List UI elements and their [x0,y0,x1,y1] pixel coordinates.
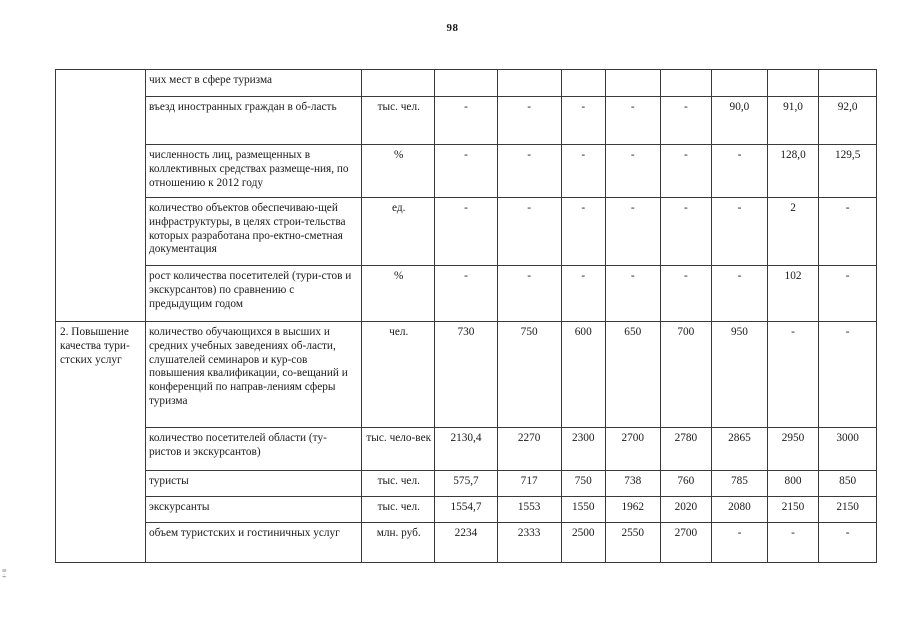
value-cell: 800 [767,471,819,497]
value-cell [660,70,712,97]
value-cell [767,70,819,97]
value-cell: - [605,145,660,198]
value-cell: 2150 [767,497,819,523]
value-cell: 785 [712,471,768,497]
value-cell: - [435,266,498,322]
value-cell [561,70,605,97]
value-cell: 2950 [767,428,819,471]
unit-cell: млн. руб. [362,523,435,563]
value-cell [497,70,561,97]
value-cell: - [605,266,660,322]
value-cell: - [435,145,498,198]
value-cell [435,70,498,97]
unit-cell: % [362,266,435,322]
value-cell: - [819,266,877,322]
indicator-cell: количество обучающихся в высших и средних учебных заведениях об-ласти, слушателей семинаров и кур-сов повышения квалификации, со-вещаний и конференций по направ-лениям сферы туризма [145,322,361,428]
value-cell: - [435,198,498,266]
indicator-cell: экскурсанты [145,497,361,523]
value-cell: - [660,145,712,198]
value-cell: 2700 [660,523,712,563]
value-cell: - [497,145,561,198]
value-cell: - [497,97,561,145]
value-cell: 2333 [497,523,561,563]
value-cell: 2020 [660,497,712,523]
unit-cell: ед. [362,198,435,266]
value-cell: 128,0 [767,145,819,198]
value-cell: 950 [712,322,768,428]
value-cell: 2300 [561,428,605,471]
page-number: 98 [446,22,459,34]
value-cell: 738 [605,471,660,497]
table-row [56,497,877,523]
value-cell: 3000 [819,428,877,471]
value-cell: 760 [660,471,712,497]
value-cell: 730 [435,322,498,428]
value-cell: - [712,523,768,563]
value-cell: - [660,198,712,266]
value-cell: - [819,523,877,563]
group-cell: 2. Повышение качества тури-стских услуг [56,322,146,563]
table-body [56,70,877,563]
indicator-cell: количество объектов обеспечиваю-щей инфраструктуры, в целях строи-тельства которых разработана про-ектно-сметная документация [145,198,361,266]
value-cell: 2 [767,198,819,266]
value-cell: 2700 [605,428,660,471]
table-row [56,428,877,471]
value-cell: 1962 [605,497,660,523]
value-cell: 2080 [712,497,768,523]
value-cell: - [819,198,877,266]
value-cell: 2500 [561,523,605,563]
value-cell: 850 [819,471,877,497]
unit-cell: чел. [362,322,435,428]
unit-cell: тыс. чел. [362,97,435,145]
value-cell: 650 [605,322,660,428]
table-row [56,266,877,322]
value-cell: - [712,266,768,322]
indicator-cell: объем туристских и гостиничных услуг [145,523,361,563]
table-row [56,198,877,266]
value-cell: - [712,145,768,198]
value-cell: - [605,97,660,145]
value-cell: 2270 [497,428,561,471]
value-cell: - [435,97,498,145]
value-cell [712,70,768,97]
value-cell: 750 [561,471,605,497]
indicator-cell: количество посетителей области (ту-ристов и экскурсантов) [145,428,361,471]
value-cell [819,70,877,97]
value-cell: 700 [660,322,712,428]
table-row [56,523,877,563]
value-cell: 717 [497,471,561,497]
value-cell: 2130,4 [435,428,498,471]
value-cell: - [561,198,605,266]
table-row [56,70,877,97]
value-cell: - [561,266,605,322]
value-cell: - [497,198,561,266]
value-cell: - [660,97,712,145]
value-cell: 90,0 [712,97,768,145]
unit-cell: тыс. чел. [362,471,435,497]
value-cell: 2780 [660,428,712,471]
value-cell: - [497,266,561,322]
value-cell: 129,5 [819,145,877,198]
value-cell: - [712,198,768,266]
indicator-cell: рост количества посетителей (тури-стов и экскурсантов) по сравнению с предыдущим годом [145,266,361,322]
value-cell: 2865 [712,428,768,471]
value-cell: 1553 [497,497,561,523]
value-cell: - [561,145,605,198]
table-row [56,471,877,497]
table-row [56,322,877,428]
value-cell: 102 [767,266,819,322]
value-cell: - [605,198,660,266]
value-cell: 575,7 [435,471,498,497]
value-cell: 1554,7 [435,497,498,523]
value-cell: 91,0 [767,97,819,145]
unit-cell: тыс. чело-век [362,428,435,471]
value-cell: 2234 [435,523,498,563]
indicator-cell: туристы [145,471,361,497]
value-cell: - [561,97,605,145]
value-cell [605,70,660,97]
table-row [56,145,877,198]
unit-cell: тыс. чел. [362,497,435,523]
indicator-cell: чих мест в сфере туризма [145,70,361,97]
value-cell: - [767,523,819,563]
table-row [56,97,877,145]
group-cell-empty [56,70,146,322]
value-cell: - [819,322,877,428]
value-cell: - [767,322,819,428]
unit-cell [362,70,435,97]
indicators-table [55,69,877,563]
indicator-cell: численность лиц, размещенных в коллективных средствах размеще-ния, по отношению к 2012 году [145,145,361,198]
value-cell: 2150 [819,497,877,523]
margin-mark: ≡ ÷ [2,566,7,581]
value-cell: 750 [497,322,561,428]
indicator-cell: въезд иностранных граждан в об-ласть [145,97,361,145]
value-cell: 2550 [605,523,660,563]
value-cell: 92,0 [819,97,877,145]
value-cell: 600 [561,322,605,428]
unit-cell: % [362,145,435,198]
value-cell: - [660,266,712,322]
value-cell: 1550 [561,497,605,523]
